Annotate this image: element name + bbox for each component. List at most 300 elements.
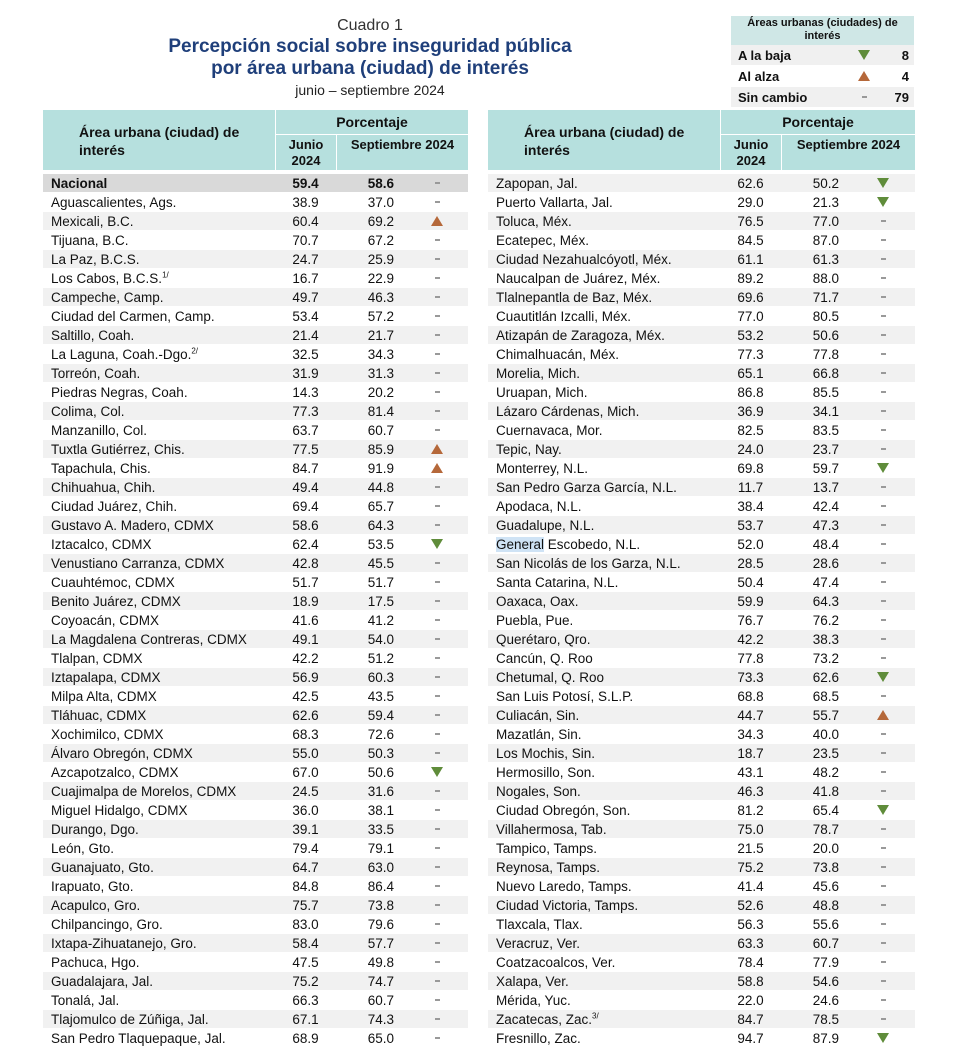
- city-name-text: Uruapan, Mich.: [496, 384, 588, 400]
- trend-indicator: [851, 581, 915, 583]
- table-row: [43, 725, 468, 744]
- trend-indicator: [406, 980, 468, 982]
- table-row: [43, 820, 468, 839]
- city-name: [43, 176, 275, 191]
- trend-indicator: [406, 714, 468, 716]
- junio-value: 42.8: [292, 555, 319, 571]
- city-name-text: Tlajomulco de Zúñiga, Jal.: [51, 1011, 209, 1027]
- city-name: [488, 879, 720, 894]
- junio-value: 81.2: [737, 802, 764, 818]
- table-row: [488, 364, 915, 383]
- city-name-text: Los Cabos, B.C.S.: [51, 270, 163, 286]
- trend-indicator: [851, 790, 915, 792]
- city-name: [488, 727, 720, 742]
- city-name-text: Xochimilco, CDMX: [51, 726, 164, 742]
- table-row: [488, 991, 915, 1010]
- city-name: [488, 537, 720, 552]
- trend-indicator: [851, 1018, 915, 1020]
- septiembre-value: 42.4: [812, 498, 839, 514]
- table-row: [488, 174, 915, 193]
- junio-value: 84.5: [737, 232, 764, 248]
- septiembre-value: 79.1: [367, 840, 394, 856]
- no-change-dash-icon: [881, 277, 886, 279]
- junio-value: 28.5: [737, 555, 764, 571]
- column-header-area: Área urbana (ciudad) de interés: [43, 110, 275, 170]
- no-change-dash-icon: [881, 372, 886, 374]
- septiembre-value: 69.2: [367, 213, 394, 229]
- trend-indicator: [406, 752, 468, 754]
- no-change-dash-icon: [435, 486, 440, 488]
- trend-indicator: [851, 197, 915, 207]
- junio-value: 86.8: [737, 384, 764, 400]
- city-name: [43, 936, 275, 951]
- table-row: [43, 174, 468, 193]
- junio-value: 38.4: [737, 498, 764, 514]
- city-name-text: La Magdalena Contreras, CDMX: [51, 631, 247, 647]
- trend-indicator: [851, 1033, 915, 1043]
- septiembre-value: 47.4: [812, 574, 839, 590]
- junio-value: 42.5: [292, 688, 319, 704]
- table-row: [43, 231, 468, 250]
- footnote-marker: 1/: [162, 270, 169, 279]
- junio-value: 69.8: [737, 460, 764, 476]
- city-name-text: Iztacalco, CDMX: [51, 536, 152, 552]
- city-name: [43, 195, 275, 210]
- junio-value: 53.7: [737, 517, 764, 533]
- city-name-text: Saltillo, Coah.: [51, 327, 135, 343]
- junio-value: 32.5: [292, 346, 319, 362]
- septiembre-value: 59.4: [367, 707, 394, 723]
- junio-value: 77.8: [737, 650, 764, 666]
- junio-value: 52.0: [737, 536, 764, 552]
- city-name: [488, 632, 720, 647]
- table-number: Cuadro 1: [337, 17, 403, 34]
- junio-value: 36.9: [737, 403, 764, 419]
- trend-indicator: [406, 999, 468, 1001]
- table-row: [488, 1029, 915, 1048]
- no-change-dash-icon: [435, 391, 440, 393]
- city-name-text: Cuauhtémoc, CDMX: [51, 574, 175, 590]
- table-row: [488, 250, 915, 269]
- table-row: [43, 630, 468, 649]
- no-change-dash-icon: [435, 733, 440, 735]
- down-triangle-icon: [431, 767, 443, 777]
- city-name-text: Coyoacán, CDMX: [51, 612, 160, 628]
- city-name: [43, 1012, 275, 1027]
- junio-value: 60.4: [292, 213, 319, 229]
- septiembre-value: 79.6: [367, 916, 394, 932]
- trend-indicator: [851, 942, 915, 944]
- city-name-text: Ciudad Nezahualcóyotl, Méx.: [496, 251, 672, 267]
- septiembre-value: 76.2: [812, 612, 839, 628]
- table-row: [43, 212, 468, 231]
- table-row: [488, 896, 915, 915]
- city-name-text: Chihuahua, Chih.: [51, 479, 156, 495]
- trend-indicator: [851, 220, 915, 222]
- junio-value: 22.0: [737, 992, 764, 1008]
- junio-value: 58.6: [292, 517, 319, 533]
- trend-indicator: [851, 334, 915, 336]
- period-subtitle: junio – septiembre 2024: [295, 82, 445, 98]
- city-name-text: Toluca, Méx.: [496, 213, 572, 229]
- trend-indicator: [406, 961, 468, 963]
- city-name: [488, 404, 720, 419]
- table-row: [488, 1010, 915, 1029]
- septiembre-value: 34.3: [367, 346, 394, 362]
- table-row: [43, 250, 468, 269]
- junio-value: 11.7: [737, 479, 764, 495]
- junio-value: 53.4: [292, 308, 319, 324]
- septiembre-value: 28.6: [812, 555, 839, 571]
- trend-indicator: [851, 486, 915, 488]
- table-row: [43, 402, 468, 421]
- city-name-text: Mérida, Yuc.: [496, 992, 571, 1008]
- city-name-text: Oaxaca, Oax.: [496, 593, 579, 609]
- trend-indicator: [851, 239, 915, 241]
- table-row: [43, 706, 468, 725]
- city-name: [43, 404, 275, 419]
- city-name: [43, 347, 275, 362]
- city-name-text: Guadalupe, N.L.: [496, 517, 595, 533]
- table-row: [488, 231, 915, 250]
- city-name: [488, 1012, 720, 1027]
- trend-indicator: [406, 581, 468, 583]
- no-change-dash-icon: [435, 277, 440, 279]
- no-change-dash-icon: [881, 581, 886, 583]
- table-row: [43, 668, 468, 687]
- table-row: [43, 440, 468, 459]
- no-change-dash-icon: [881, 429, 886, 431]
- table-row: [43, 459, 468, 478]
- city-name-text: Puerto Vallarta, Jal.: [496, 194, 613, 210]
- trend-indicator: [406, 885, 468, 887]
- trend-indicator: [851, 828, 915, 830]
- down-triangle-icon: [858, 50, 870, 60]
- junio-value: 67.0: [292, 764, 319, 780]
- septiembre-value: 60.7: [367, 992, 394, 1008]
- trend-indicator: [406, 790, 468, 792]
- trend-indicator: [406, 277, 468, 279]
- table-row: [43, 915, 468, 934]
- trend-indicator: [851, 657, 915, 659]
- down-triangle-icon: [877, 1033, 889, 1043]
- junio-value: 75.0: [737, 821, 764, 837]
- junio-value: 43.1: [737, 764, 764, 780]
- city-name: [488, 385, 720, 400]
- junio-value: 53.2: [737, 327, 764, 343]
- trend-indicator: [851, 980, 915, 982]
- city-name: [43, 328, 275, 343]
- septiembre-value: 54.6: [812, 973, 839, 989]
- trend-indicator: [406, 444, 468, 454]
- junio-value: 77.3: [292, 403, 319, 419]
- trend-indicator: [851, 178, 915, 188]
- table-row: [43, 972, 468, 991]
- septiembre-value: 41.2: [367, 612, 394, 628]
- city-name: [488, 461, 720, 476]
- septiembre-value: 77.0: [812, 213, 839, 229]
- city-name-text: San Nicolás de los Garza, N.L.: [496, 555, 681, 571]
- table-row: [488, 307, 915, 326]
- trend-indicator: [851, 672, 915, 682]
- no-change-dash-icon: [435, 885, 440, 887]
- city-name: [488, 898, 720, 913]
- page-title-line2: por área urbana (ciudad) de interés: [211, 58, 529, 79]
- city-name: [488, 423, 720, 438]
- junio-value: 94.7: [737, 1030, 764, 1046]
- no-change-dash-icon: [881, 239, 886, 241]
- city-name: [43, 746, 275, 761]
- table-row: [488, 345, 915, 364]
- junio-value: 63.7: [292, 422, 319, 438]
- junio-value: 68.3: [292, 726, 319, 742]
- city-name-text: Venustiano Carranza, CDMX: [51, 555, 225, 571]
- legend-row: [731, 66, 914, 87]
- table-row: [488, 630, 915, 649]
- septiembre-value: 40.0: [812, 726, 839, 742]
- septiembre-value: 31.3: [367, 365, 394, 381]
- table-row: [488, 782, 915, 801]
- left-table-body: [43, 174, 468, 1048]
- city-name-text: Tepic, Nay.: [496, 441, 562, 457]
- city-name-text: Manzanillo, Col.: [51, 422, 148, 438]
- septiembre-value: 13.7: [812, 479, 839, 495]
- no-change-dash-icon: [881, 999, 886, 1001]
- junio-value: 89.2: [737, 270, 764, 286]
- table-row: [488, 706, 915, 725]
- trend-indicator: [406, 619, 468, 621]
- city-name-rest: Escobedo, N.L.: [544, 536, 641, 552]
- trend-indicator: [851, 733, 915, 735]
- table-row: [43, 554, 468, 573]
- junio-value: 49.7: [292, 289, 319, 305]
- city-name: [43, 670, 275, 685]
- no-change-dash-icon: [435, 752, 440, 754]
- city-name-text: Durango, Dgo.: [51, 821, 139, 837]
- table-row: [43, 592, 468, 611]
- junio-value: 39.1: [292, 821, 319, 837]
- septiembre-value: 63.0: [367, 859, 394, 875]
- city-name: [488, 841, 720, 856]
- no-change-dash-icon: [881, 296, 886, 298]
- septiembre-value: 46.3: [367, 289, 394, 305]
- trend-indicator: [851, 805, 915, 815]
- junio-value: 65.1: [737, 365, 764, 381]
- table-row: [488, 535, 915, 554]
- no-change-dash-icon: [435, 714, 440, 716]
- trend-indicator: [406, 942, 468, 944]
- junio-value: 44.7: [737, 707, 764, 723]
- city-name-text: Irapuato, Gto.: [51, 878, 134, 894]
- highlighted-text: General: [496, 536, 545, 552]
- down-triangle-icon: [877, 178, 889, 188]
- septiembre-value: 78.5: [812, 1011, 839, 1027]
- junio-value: 47.5: [292, 954, 319, 970]
- city-name: [488, 689, 720, 704]
- trend-indicator: [851, 885, 915, 887]
- junio-value: 49.4: [292, 479, 319, 495]
- no-change-dash-icon: [881, 543, 886, 545]
- city-name-text: Atizapán de Zaragoza, Méx.: [496, 327, 665, 343]
- no-change-dash-icon: [881, 790, 886, 792]
- city-name: [43, 499, 275, 514]
- city-name: [43, 1031, 275, 1046]
- no-change-dash-icon: [881, 334, 886, 336]
- table-row: [43, 307, 468, 326]
- table-row: [488, 402, 915, 421]
- trend-indicator: [851, 562, 915, 564]
- city-name-text: Nacional: [51, 175, 108, 191]
- table-row: [488, 858, 915, 877]
- left-table-header: [43, 110, 468, 170]
- trend-indicator: [851, 448, 915, 450]
- table-row: [43, 497, 468, 516]
- trend-indicator: [851, 391, 915, 393]
- no-change-dash-icon: [881, 486, 886, 488]
- city-name-text: Pachuca, Hgo.: [51, 954, 140, 970]
- septiembre-value: 62.6: [812, 669, 839, 685]
- septiembre-value: 74.7: [367, 973, 394, 989]
- right-table-header: [488, 110, 915, 170]
- city-name-text: León, Gto.: [51, 840, 115, 856]
- table-row: [488, 516, 915, 535]
- no-change-dash-icon: [881, 866, 886, 868]
- septiembre-value: 71.7: [812, 289, 839, 305]
- junio-value: 77.3: [737, 346, 764, 362]
- trend-indicator: [851, 277, 915, 279]
- no-change-dash-icon: [881, 391, 886, 393]
- city-name-text: Naucalpan de Juárez, Méx.: [496, 270, 661, 286]
- junio-value: 18.7: [737, 745, 764, 761]
- no-change-dash-icon: [881, 942, 886, 944]
- city-name-text: San Pedro Tlaquepaque, Jal.: [51, 1030, 226, 1046]
- junio-value: 34.3: [737, 726, 764, 742]
- junio-value: 14.3: [292, 384, 319, 400]
- table-row: [43, 421, 468, 440]
- trend-indicator: [406, 334, 468, 336]
- city-name: [488, 613, 720, 628]
- junio-value: 41.4: [737, 878, 764, 894]
- city-name: [488, 214, 720, 229]
- city-name: [43, 290, 275, 305]
- city-name: [488, 309, 720, 324]
- city-name: [43, 898, 275, 913]
- trend-indicator: [406, 1018, 468, 1020]
- city-name-text: Reynosa, Tamps.: [496, 859, 601, 875]
- junio-value: 46.3: [737, 783, 764, 799]
- table-row: [488, 934, 915, 953]
- legend-label: A la baja: [738, 47, 791, 63]
- trend-indicator: [406, 539, 468, 549]
- septiembre-value: 60.7: [812, 935, 839, 951]
- city-name: [488, 252, 720, 267]
- trend-indicator: [851, 296, 915, 298]
- table-row: [488, 592, 915, 611]
- city-name-text: Santa Catarina, N.L.: [496, 574, 619, 590]
- septiembre-value: 57.7: [367, 935, 394, 951]
- no-change-dash-icon: [435, 638, 440, 640]
- trend-indicator: [851, 619, 915, 621]
- table-row: [43, 326, 468, 345]
- city-name: [488, 518, 720, 533]
- junio-value: 16.7: [292, 270, 319, 286]
- city-name-text: Tuxtla Gutiérrez, Chis.: [51, 441, 185, 457]
- down-triangle-icon: [877, 672, 889, 682]
- junio-value: 82.5: [737, 422, 764, 438]
- legend-rows: [731, 45, 914, 108]
- table-row: [488, 478, 915, 497]
- table-row: [43, 782, 468, 801]
- trend-indicator: [851, 372, 915, 374]
- septiembre-value: 33.5: [367, 821, 394, 837]
- trend-indicator: [406, 767, 468, 777]
- city-name-text: Mazatlán, Sin.: [496, 726, 582, 742]
- city-name: [488, 480, 720, 495]
- no-change-dash-icon: [435, 581, 440, 583]
- city-name-text: Los Mochis, Sin.: [496, 745, 596, 761]
- no-change-dash-icon: [881, 1018, 886, 1020]
- no-change-dash-icon: [435, 809, 440, 811]
- junio-value: 42.2: [737, 631, 764, 647]
- septiembre-value: 65.7: [367, 498, 394, 514]
- city-name-text: La Paz, B.C.S.: [51, 251, 140, 267]
- trend-indicator: [406, 315, 468, 317]
- city-name: [43, 480, 275, 495]
- city-name: [43, 860, 275, 875]
- city-name: [488, 765, 720, 780]
- no-change-dash-icon: [435, 695, 440, 697]
- junio-value: 67.1: [292, 1011, 319, 1027]
- table-row: [488, 763, 915, 782]
- up-triangle-icon: [877, 710, 889, 720]
- septiembre-value: 47.3: [812, 517, 839, 533]
- septiembre-value: 66.8: [812, 365, 839, 381]
- table-row: [43, 896, 468, 915]
- city-name-text: Veracruz, Ver.: [496, 935, 581, 951]
- city-name: [488, 670, 720, 685]
- city-name: [43, 556, 275, 571]
- septiembre-value: 21.3: [812, 194, 839, 210]
- city-name: [43, 765, 275, 780]
- city-name-text: Zapopan, Jal.: [496, 175, 578, 191]
- city-name-text: Ciudad Juárez, Chih.: [51, 498, 178, 514]
- city-name: [488, 271, 720, 286]
- no-change-dash-icon: [435, 961, 440, 963]
- up-triangle-icon: [431, 216, 443, 226]
- trend-indicator: [406, 524, 468, 526]
- no-change-dash-icon: [881, 657, 886, 659]
- septiembre-value: 38.3: [812, 631, 839, 647]
- junio-value: 29.0: [737, 194, 764, 210]
- trend-indicator: [406, 429, 468, 431]
- table-row: [488, 668, 915, 687]
- trend-indicator: [406, 463, 468, 473]
- septiembre-value: 24.6: [812, 992, 839, 1008]
- junio-value: 63.3: [737, 935, 764, 951]
- septiembre-value: 68.5: [812, 688, 839, 704]
- septiembre-value: 20.0: [812, 840, 839, 856]
- trend-indicator: [851, 771, 915, 773]
- table-row: [43, 364, 468, 383]
- no-change-dash-icon: [881, 980, 886, 982]
- septiembre-value: 61.3: [812, 251, 839, 267]
- city-name: [43, 803, 275, 818]
- city-name: [488, 594, 720, 609]
- city-name: [43, 822, 275, 837]
- table-row: [488, 326, 915, 345]
- legend-label: Al alza: [738, 68, 780, 84]
- table-row: [488, 687, 915, 706]
